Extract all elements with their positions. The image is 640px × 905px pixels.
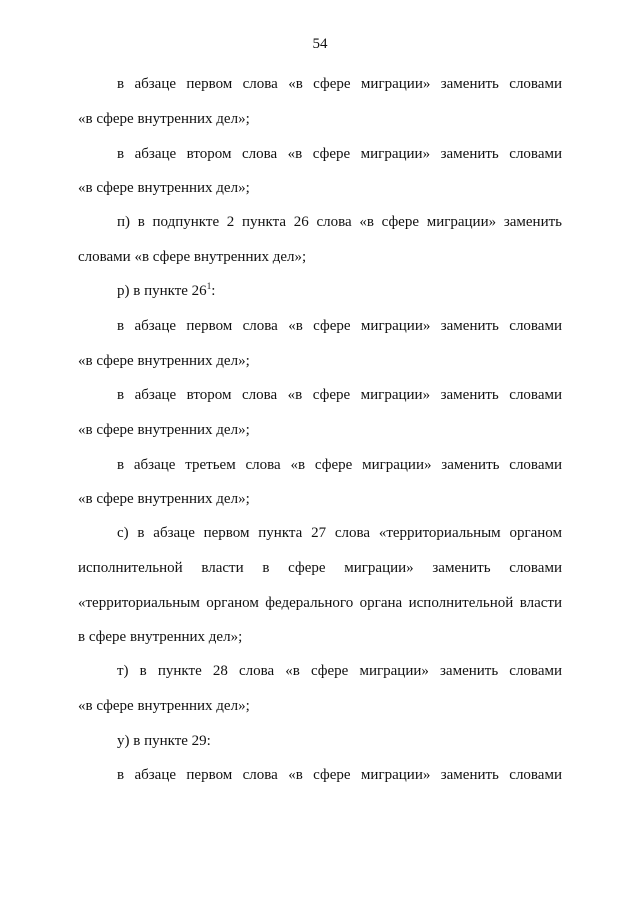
text-line: словами «в сфере внутренних дел»; (78, 249, 307, 265)
text-line: в сфере внутренних дел»; (78, 629, 243, 645)
text-line: «в сфере внутренних дел»; (78, 111, 250, 127)
text-line: исполнительной власти в сфере миграции» заменить словами (78, 560, 562, 576)
text-line-tail: : (211, 283, 216, 299)
text-line: в абзаце первом слова «в сфере миграции» заменить словами (117, 767, 562, 783)
text-line-main: р) в пункте 26 (117, 283, 207, 299)
text-line: «территориальным органом федерального органа исполнительной власти (78, 595, 562, 611)
text-line: «в сфере внутренних дел»; (78, 698, 250, 714)
text-line: «в сфере внутренних дел»; (78, 491, 250, 507)
text-line: «в сфере внутренних дел»; (78, 353, 250, 369)
superscript: 1 (206, 281, 212, 291)
text-line: «в сфере внутренних дел»; (78, 422, 250, 438)
page-number: 54 (312, 36, 328, 52)
text-line: с) в абзаце первом пункта 27 слова «территориальным органом (117, 525, 562, 541)
text-line: п) в подпункте 2 пункта 26 слова «в сфере миграции» заменить (117, 214, 562, 230)
text-line: в абзаце третьем слова «в сфере миграции» заменить словами (117, 457, 562, 473)
text-line: в абзаце втором слова «в сфере миграции» заменить словами (117, 387, 562, 403)
text-line: в абзаце первом слова «в сфере миграции» заменить словами (117, 318, 562, 334)
text-line: т) в пункте 28 слова «в сфере миграции» заменить словами (117, 663, 562, 679)
text-line (117, 282, 562, 300)
text-line: в абзаце втором слова «в сфере миграции» заменить словами (117, 146, 562, 162)
text-line: «в сфере внутренних дел»; (78, 180, 250, 196)
text-line: в абзаце первом слова «в сфере миграции» заменить словами (117, 76, 562, 92)
text-line: у) в пункте 29: (117, 733, 211, 749)
